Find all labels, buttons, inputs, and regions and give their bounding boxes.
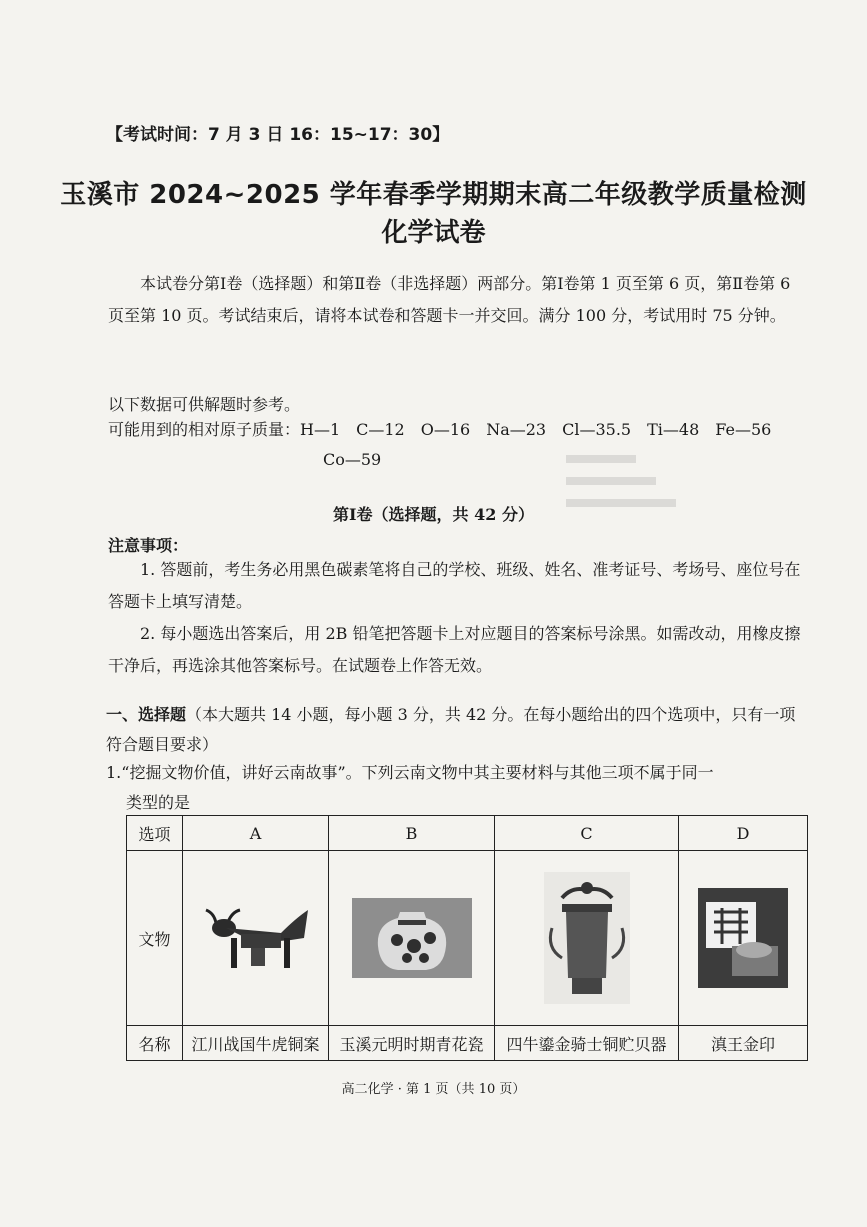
table-name-row xyxy=(127,1026,808,1061)
page-footer: 高二化学 · 第 1 页（共 10 页） xyxy=(341,1082,526,1097)
option-d: D xyxy=(679,816,808,851)
artifact-name-d: 滇王金印 xyxy=(679,1026,808,1061)
part1-desc: （本大题共 14 小题，每小题 3 分，共 42 分。在每小题给出的四个选项中，只有一项符合题目要求） xyxy=(106,705,796,754)
blue-white-porcelain-jar-icon xyxy=(329,851,495,1026)
bronze-cowrie-container-icon xyxy=(495,851,679,1026)
question-1-line1: 1.“挖掘文物价值，讲好云南故事”。下列云南文物中其主要材料与其他三项不属于同一 xyxy=(106,763,714,782)
atomic-masses-line1: 可能用到的相对原子质量：H—1 C—12 O—16 Na—23 Cl—35.5 Ti—48 Fe—56 xyxy=(108,420,772,439)
head-label: 选项 xyxy=(127,816,183,851)
gold-seal-icon xyxy=(679,851,808,1026)
exam-time: 【考试时间：7 月 3 日 16：15~17：30】 xyxy=(106,125,450,145)
note-item-2: 2. 每小题选出答案后，用 2B 铅笔把答题卡上对应题目的答案标号涂黑。如需改动，用橡皮擦干净后，再选涂其他答案标号。在试题卷上作答无效。 xyxy=(108,624,801,675)
exam-title: 玉溪市 2024~2025 学年春季学期期末高二年级教学质量检测 xyxy=(60,180,807,210)
question-1 xyxy=(106,758,810,818)
bronze-ox-tiger-table-icon xyxy=(183,851,329,1026)
atomic-masses xyxy=(108,415,808,475)
intro-paragraph: 本试卷分第Ⅰ卷（选择题）和第Ⅱ卷（非选择题）两部分。第Ⅰ卷第 1 页至第 6 页，第Ⅱ卷第 6 页至第 10 页。考试结束后，请将本试卷和答题卡一并交回。满分 100 分，考试用时 75 分钟。 xyxy=(108,274,791,325)
part1-label: 一、选择题 xyxy=(106,705,187,724)
exam-subject: 化学试卷 xyxy=(381,218,486,248)
artifact-name-a: 江川战国牛虎铜案 xyxy=(183,1026,329,1061)
table-header-row xyxy=(127,816,808,851)
question-1-line2: 类型的是 xyxy=(126,793,191,812)
artifact-name-c: 四牛鎏金骑士铜贮贝器 xyxy=(495,1026,679,1061)
atomic-masses-line2: Co—59 xyxy=(323,450,382,469)
part1-heading xyxy=(106,700,806,760)
option-c: C xyxy=(495,816,679,851)
question-1-table xyxy=(126,815,808,1061)
option-a: A xyxy=(183,816,329,851)
notes-heading: 注意事项： xyxy=(108,536,189,555)
reference-note: 以下数据可供解题时参考。 xyxy=(108,395,301,414)
image-label: 文物 xyxy=(127,851,183,1026)
artifact-name-b: 玉溪元明时期青花瓷 xyxy=(329,1026,495,1061)
name-label: 名称 xyxy=(127,1026,183,1061)
section1-title: 第Ⅰ卷（选择题，共 42 分） xyxy=(333,505,534,524)
option-b: B xyxy=(329,816,495,851)
table-image-row xyxy=(127,851,808,1026)
note-item-1: 1. 答题前，考生务必用黑色碳素笔将自己的学校、班级、姓名、准考证号、考场号、座位号在答题卡上填写清楚。 xyxy=(108,560,801,611)
